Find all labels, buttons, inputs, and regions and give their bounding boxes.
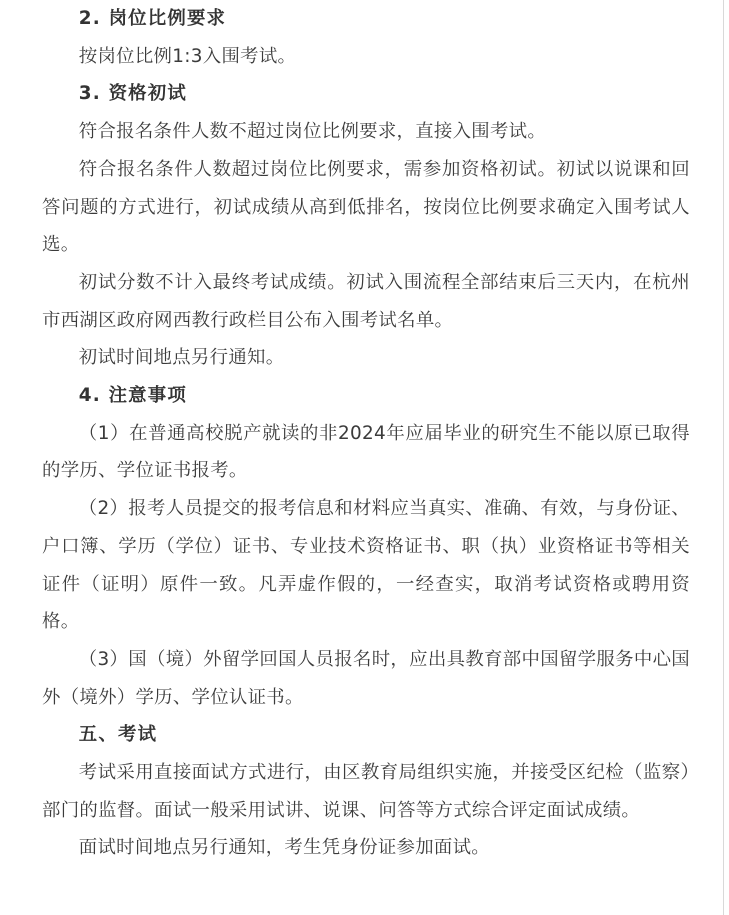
paragraph-note-2: （2）报考人员提交的报考信息和材料应当真实、准确、有效，与身份证、户口簿、学历（学位）证书、专业技术资格证书、职（执）业资格证书等相关证件（证明）原件一致。凡弄虚作假的，一经查实，取消考试资格或聘用资格。 xyxy=(42,498,690,633)
section-heading-notes: 4. 注意事项 xyxy=(78,385,187,407)
section-heading-exam: 五、考试 xyxy=(78,724,158,746)
paragraph-note-1: （1）在普通高校脱产就读的非2024年应届毕业的研究生不能以原已取得的学历、学位证书报考。 xyxy=(42,422,690,482)
page-edge-divider xyxy=(723,0,724,915)
paragraph-initial-test-3: 初试分数不计入最终考试成绩。初试入围流程全部结束后三天内，在杭州市西湖区政府网西教行政栏目公布入围考试名单。 xyxy=(42,271,690,331)
paragraph-initial-test-1: 符合报名条件人数不超过岗位比例要求，直接入围考试。 xyxy=(78,121,547,143)
section-heading-initial-test: 3. 资格初试 xyxy=(78,83,187,105)
section-heading-post-ratio: 2. 岗位比例要求 xyxy=(78,8,227,29)
paragraph-post-ratio: 按岗位比例1:3入围考试。 xyxy=(78,45,297,67)
paragraph-initial-test-2: 符合报名条件人数超过岗位比例要求，需参加资格初试。初试以说课和回答问题的方式进行，初试成绩从高到低排名，按岗位比例要求确定入围考试人选。 xyxy=(42,158,690,256)
document-body xyxy=(42,0,690,867)
paragraph-exam-1: 考试采用直接面试方式进行，由区教育局组织实施，并接受区纪检（监察）部门的监督。面试一般采用试讲、说课、问答等方式综合评定面试成绩。 xyxy=(42,762,690,821)
paragraph-exam-2: 面试时间地点另行通知，考生凭身份证参加面试。 xyxy=(78,837,490,859)
paragraph-initial-test-4: 初试时间地点另行通知。 xyxy=(78,347,285,369)
paragraph-note-3: （3）国（境）外留学回国人员报名时，应出具教育部中国留学服务中心国外（境外）学历、学位认证书。 xyxy=(42,648,690,708)
